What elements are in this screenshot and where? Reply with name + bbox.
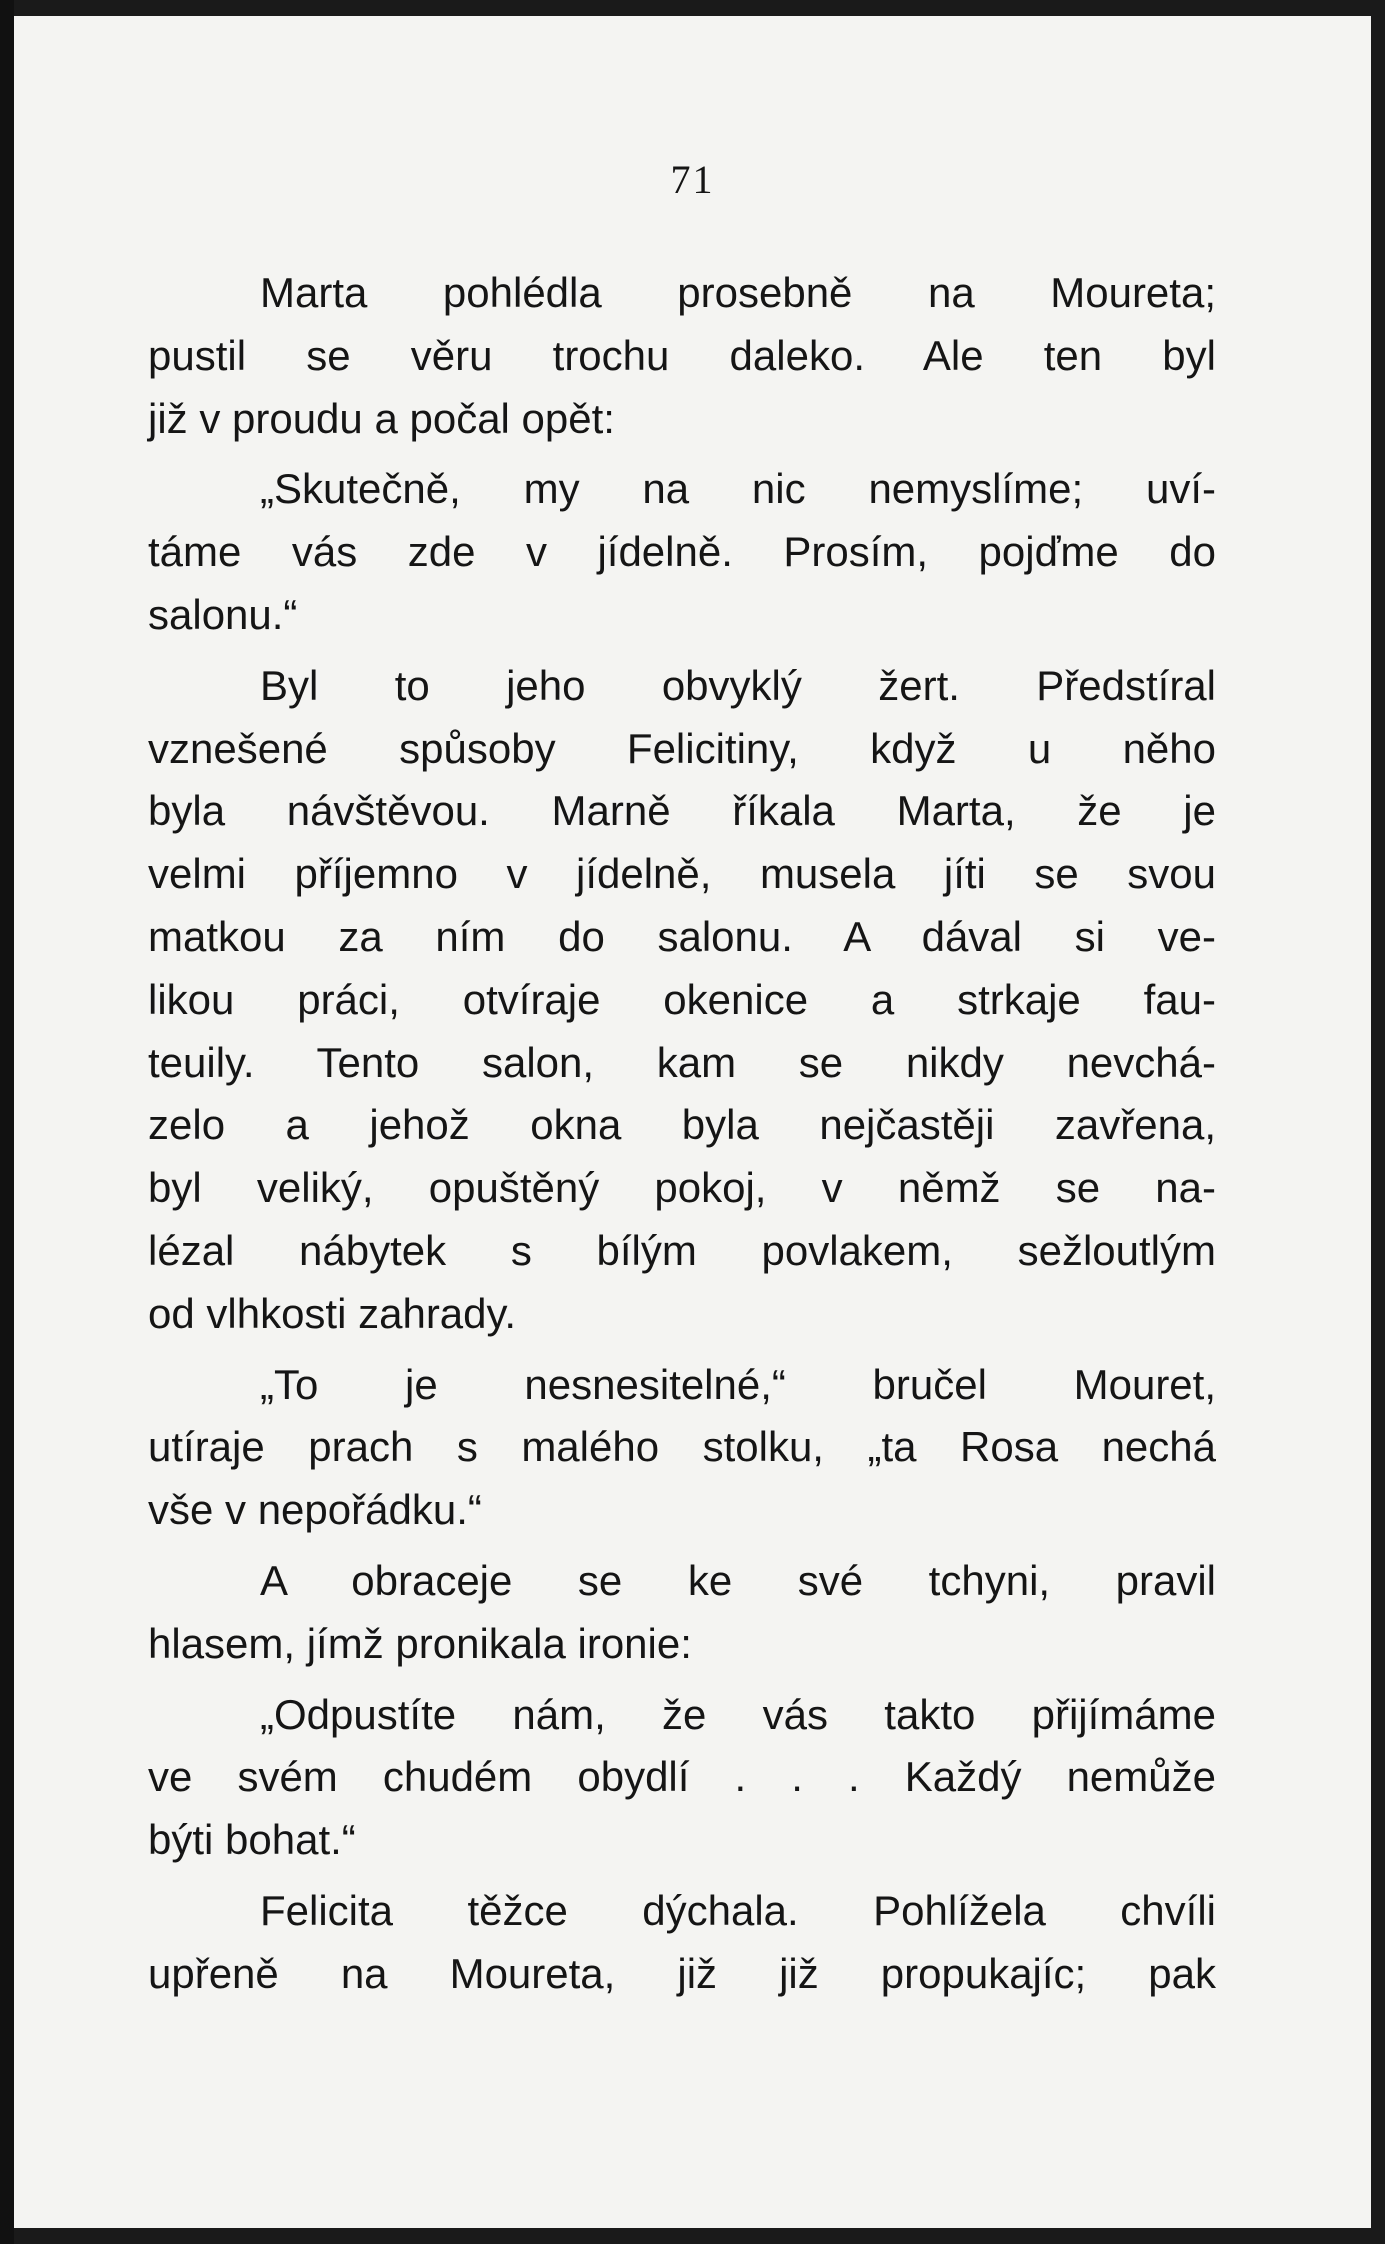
text-line: ve svém chudém obydlí . . . Každý nemůže <box>148 1753 1216 1801</box>
text-line: pustil se věru trochu daleko. Ale ten byl <box>148 331 1216 379</box>
text-line: utíraje prach s malého stolku, „ta Rosa nechá <box>148 1423 1216 1471</box>
text-line: velmi příjemno v jídelně, musela jíti se svou <box>148 850 1216 898</box>
text-line: již v proudu a počal opět: <box>148 394 615 442</box>
text-line: táme vás zde v jídelně. Prosím, pojďme do <box>148 528 1216 576</box>
text-line: likou práci, otvíraje okenice a strkaje fau- <box>148 975 1216 1023</box>
text-line: vše v nepořádku.“ <box>148 1486 482 1534</box>
text-line: teuily. Tento salon, kam se nikdy nevchá- <box>148 1038 1216 1086</box>
text-line: býti bohat.“ <box>148 1816 356 1864</box>
text-line: „To je nesnesitelné,“ bručel Mouret, <box>260 1360 1216 1408</box>
body-text <box>148 262 1216 2006</box>
text-line: „Odpustíte nám, že vás takto přijímáme <box>260 1690 1216 1738</box>
text-line: vznešené spůsoby Felicitiny, když u něho <box>148 724 1216 772</box>
text-line: byla návštěvou. Marně říkala Marta, že je <box>148 787 1216 835</box>
text-line: zelo a jehož okna byla nejčastěji zavřena, <box>148 1101 1216 1149</box>
text-line: Byl to jeho obvyklý žert. Předstíral <box>260 661 1216 709</box>
text-line: A obraceje se ke své tchyni, pravil <box>260 1556 1216 1604</box>
paragraph <box>148 1684 1216 1872</box>
text-line: lézal nábytek s bílým povlakem, sežloutlým <box>148 1226 1216 1274</box>
text-line: hlasem, jímž pronikala ironie: <box>148 1619 692 1667</box>
text-line: Felicita těžce dýchala. Pohlížela chvíli <box>260 1886 1216 1934</box>
paragraph <box>148 1550 1216 1676</box>
text-line: matkou za ním do salonu. A dával si ve- <box>148 912 1216 960</box>
text-line: „Skutečně, my na nic nemyslíme; uví- <box>260 465 1216 513</box>
page-number: 71 <box>670 157 715 202</box>
paragraph <box>148 1354 1216 1542</box>
text-line: Marta pohlédla prosebně na Moureta; <box>260 269 1216 316</box>
paragraph <box>148 458 1216 646</box>
text-line: salonu.“ <box>148 590 298 638</box>
paragraph <box>148 262 1216 450</box>
paragraph <box>148 655 1216 1346</box>
book-spine-edge <box>0 0 14 2244</box>
text-line: byl veliký, opuštěný pokoj, v němž se na- <box>148 1164 1216 1212</box>
text-line: upřeně na Moureta, již již propukajíc; pak <box>148 1949 1216 1997</box>
text-line: od vlhkosti zahrady. <box>148 1289 517 1337</box>
book-page <box>14 16 1371 2228</box>
paragraph <box>148 1880 1216 2006</box>
